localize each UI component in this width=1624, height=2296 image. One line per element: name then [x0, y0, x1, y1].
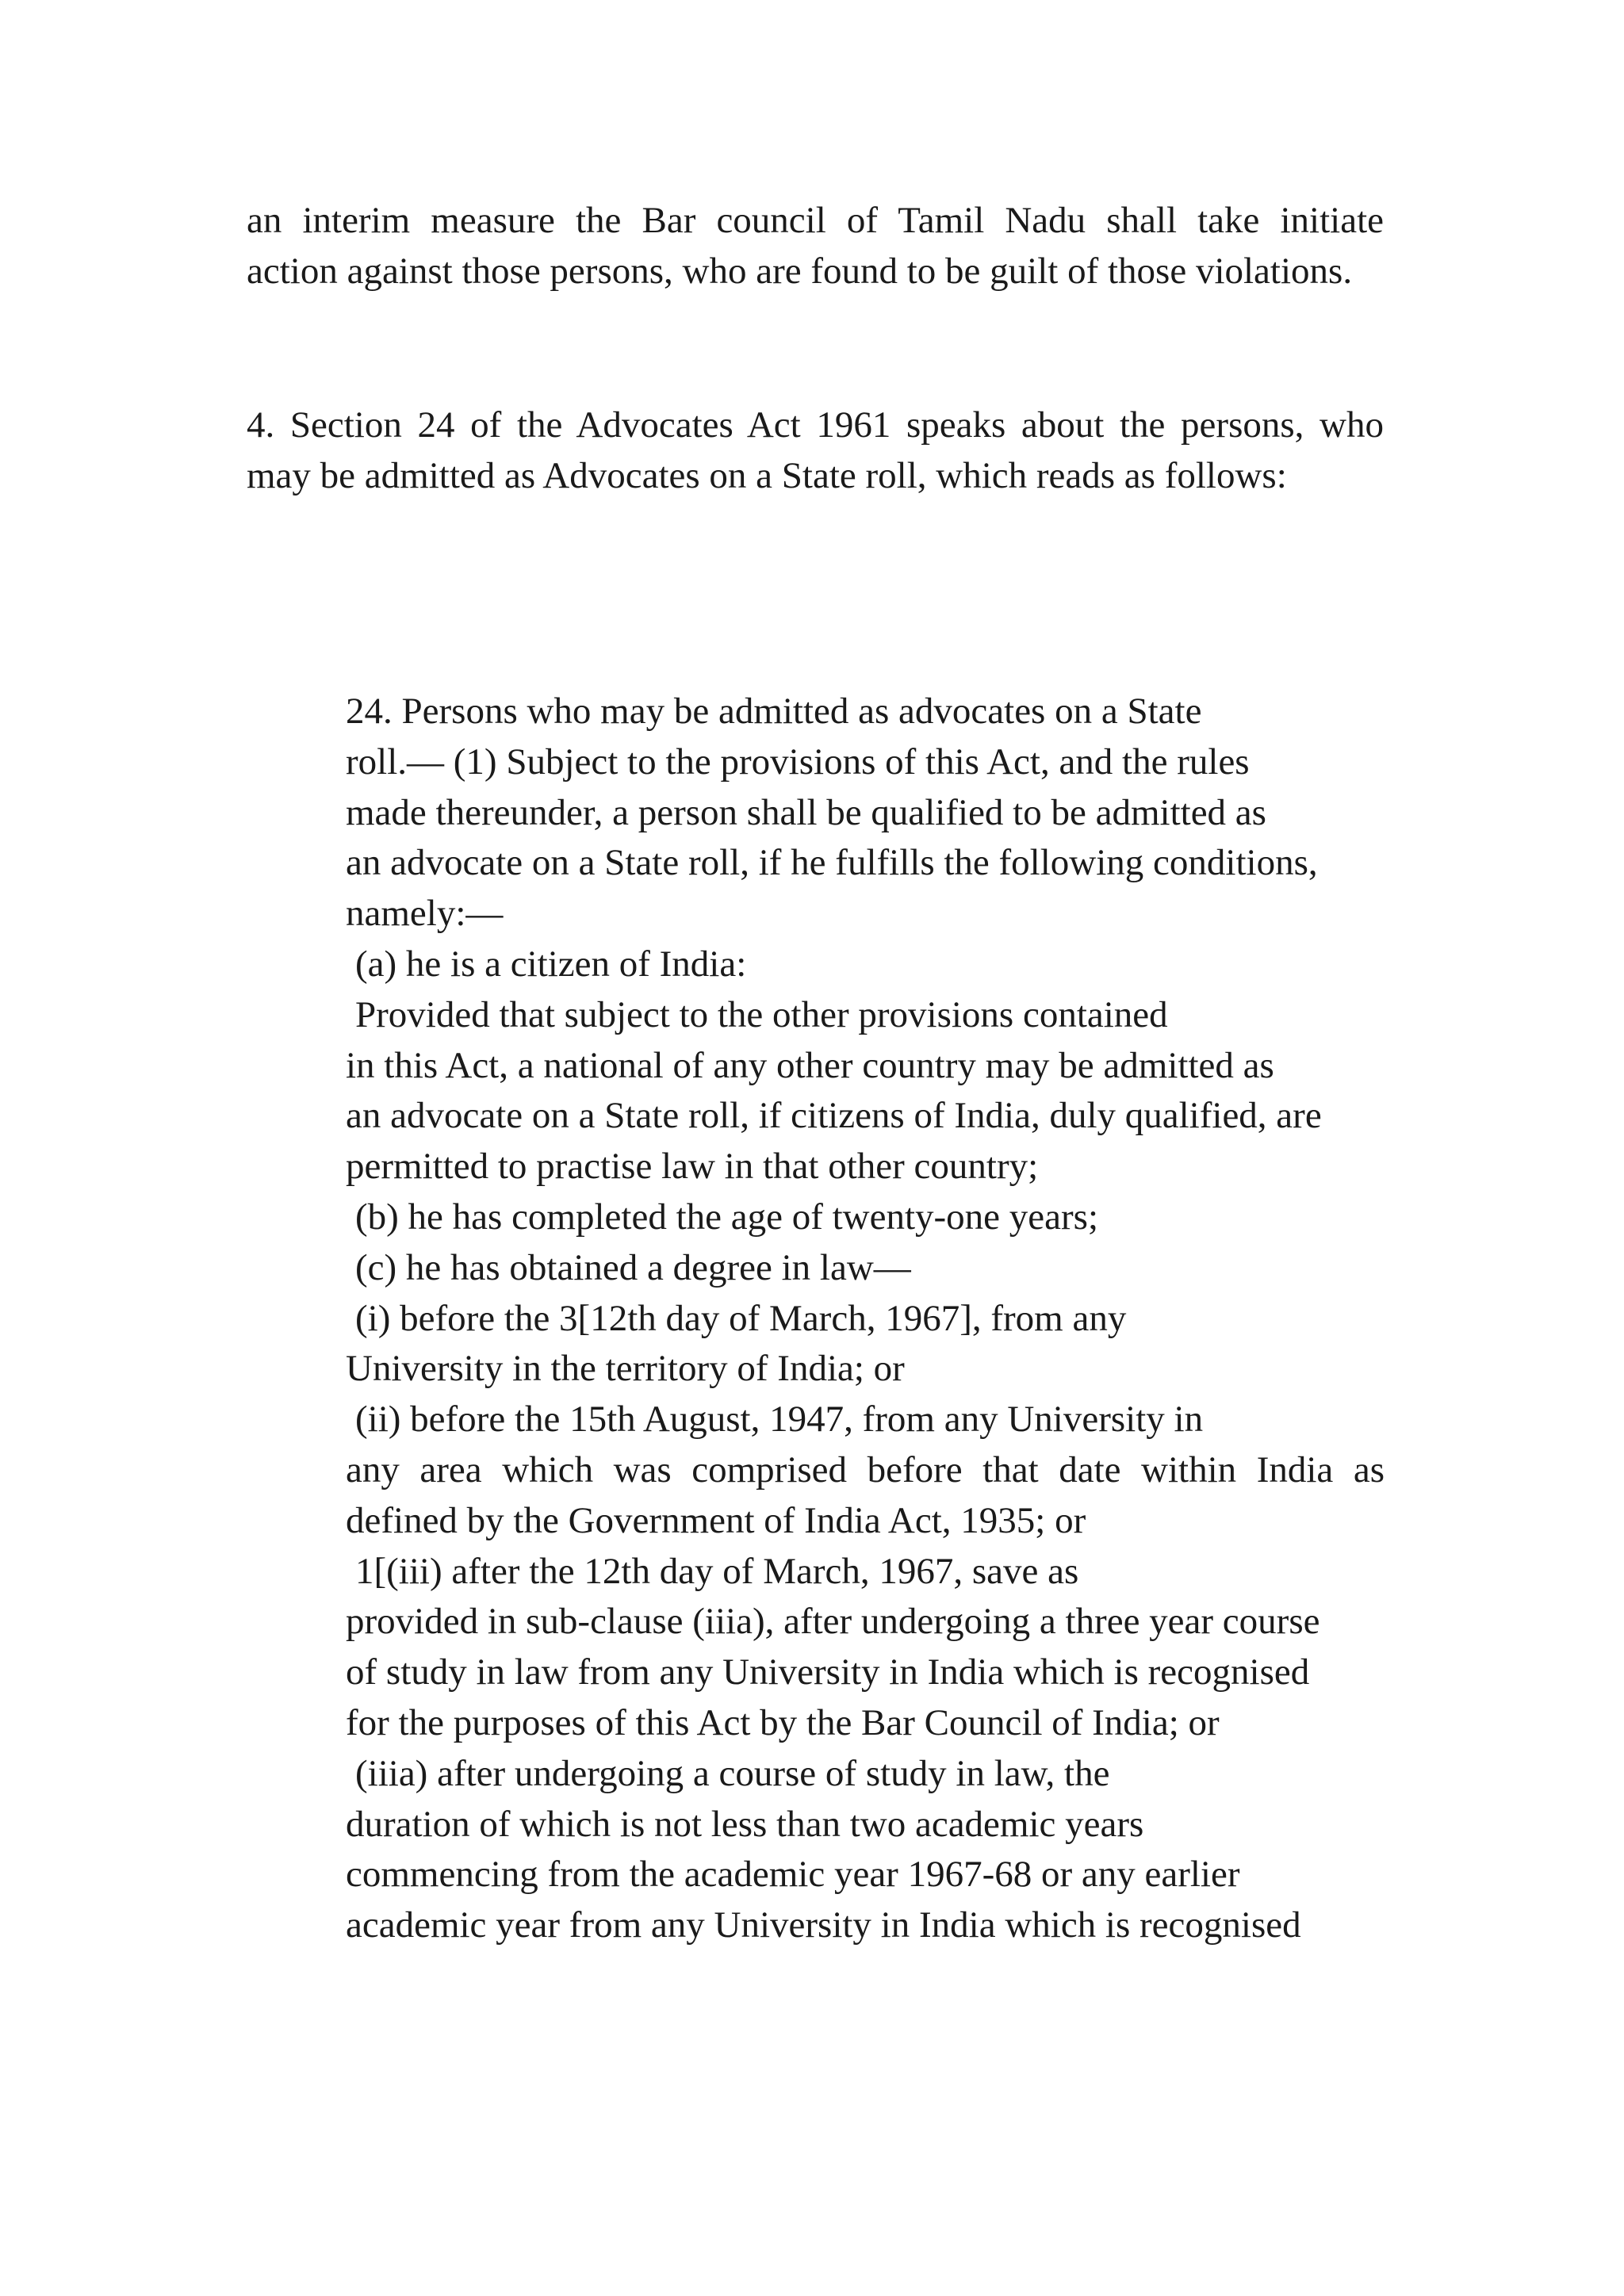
quote-line: commencing from the academic year 1967-68 or any earlier: [346, 1854, 1240, 1896]
quote-line: provided in sub-clause (iiia), after undergoing a three year course: [346, 1601, 1320, 1643]
quote-line: defined by the Government of India Act, 1935; or: [346, 1499, 1086, 1541]
quote-line: for the purposes of this Act by the Bar Council of India; or: [346, 1701, 1220, 1743]
quote-line: permitted to practise law in that other country;: [346, 1146, 1039, 1188]
quote-line: 1[(iii) after the 12th day of March, 1967, save as: [355, 1550, 1079, 1592]
quote-line: academic year from any University in India which is recognised: [346, 1904, 1301, 1946]
paragraph-line: may be admitted as Advocates on a State roll, which reads as follows:: [247, 455, 1287, 496]
quote-line: (i) before the 3[12th day of March, 1967], from any: [355, 1297, 1127, 1339]
quote-line: made thereunder, a person shall be qualified to be admitted as: [346, 791, 1266, 833]
paragraph-line: action against those persons, who are found to be guilt of those violations.: [247, 251, 1353, 292]
block-quote-section-24: [346, 687, 1385, 1951]
quote-line: University in the territory of India; or: [346, 1348, 905, 1390]
paragraph-interim-measure: [247, 195, 1384, 297]
quote-line: namely:—: [346, 893, 504, 935]
quote-line: (b) he has completed the age of twenty-one years;: [355, 1196, 1099, 1238]
quote-line: an advocate on a State roll, if he fulfills the following conditions,: [346, 842, 1318, 884]
quote-line: of study in law from any University in India which is recognised: [346, 1651, 1310, 1693]
quote-line: 24. Persons who may be admitted as advocates on a State: [346, 691, 1202, 732]
quote-line: Provided that subject to the other provisions contained: [355, 993, 1168, 1035]
quote-line: (iiia) after undergoing a course of study in law, the: [355, 1752, 1110, 1794]
quote-line: (a) he is a citizen of India:: [355, 943, 747, 985]
quote-line: in this Act, a national of any other country may be admitted as: [346, 1044, 1274, 1086]
paragraph-line: an interim measure the Bar council of Tamil Nadu shall take initiate: [247, 200, 1384, 241]
quote-line: (c) he has obtained a degree in law—: [355, 1246, 911, 1288]
quote-line: an advocate on a State roll, if citizens of India, duly qualified, are: [346, 1095, 1322, 1137]
quote-line: duration of which is not less than two academic years: [346, 1803, 1144, 1845]
quote-line: any area which was comprised before that date within India as: [346, 1448, 1385, 1490]
paragraph-section-24-intro: [247, 400, 1384, 501]
paragraph-line: 4. Section 24 of the Advocates Act 1961 speaks about the persons, who: [247, 404, 1384, 446]
quote-line: (ii) before the 15th August, 1947, from any University in: [355, 1399, 1204, 1441]
quote-line: roll.— (1) Subject to the provisions of this Act, and the rules: [346, 740, 1250, 783]
